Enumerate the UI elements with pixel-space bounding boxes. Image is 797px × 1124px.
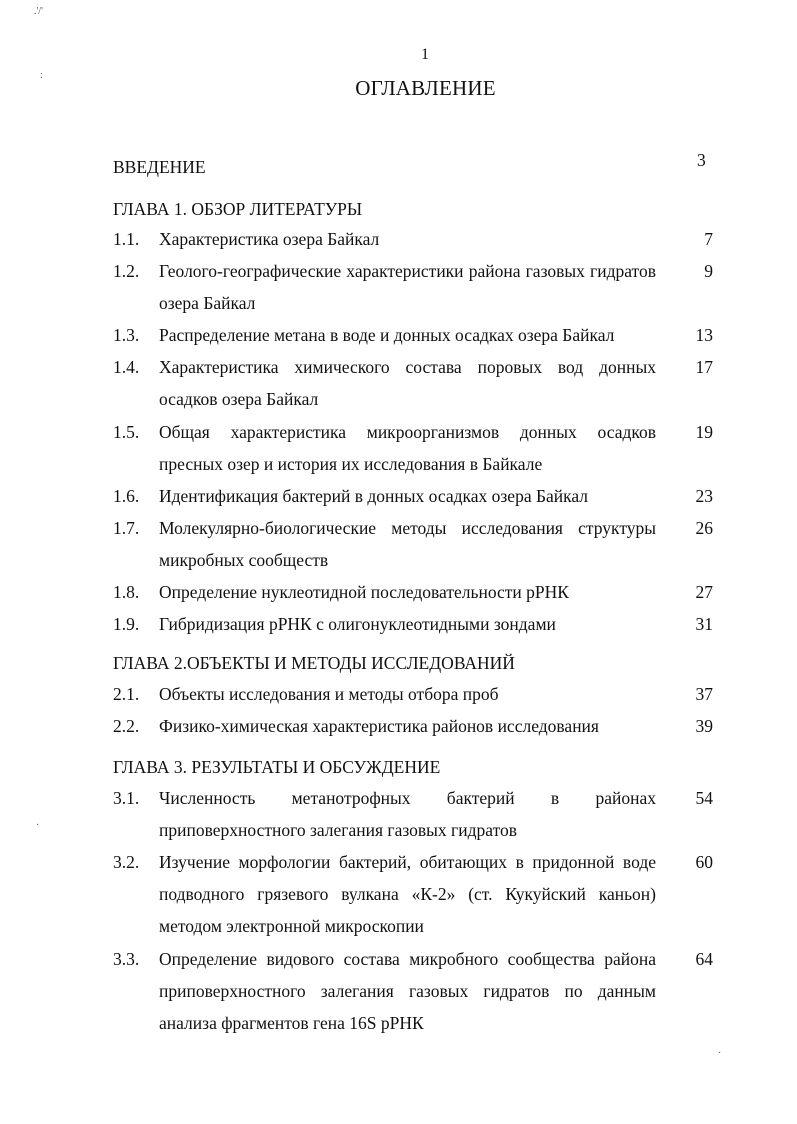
toc-entry-number: 1.2. (113, 261, 140, 281)
toc-entry-page: 31 (695, 614, 713, 634)
toc-entry-text: Определение видового состава микробного сообщества района приповерхностного залегания газовых гидратов по данным анализа фрагментов гена 16S рРНК (159, 949, 656, 1033)
toc-entry-page: 64 (695, 949, 713, 969)
toc-entry-number: 1.3. (113, 325, 140, 345)
toc-entry-number: 1.6. (113, 486, 140, 506)
toc-entry-number: 1.4. (113, 357, 140, 377)
toc-entry-page: 27 (695, 582, 713, 602)
scan-mark: : (40, 70, 43, 81)
toc-entry-number: 1.8. (113, 582, 140, 602)
toc-entry-number: 1.7. (113, 518, 140, 538)
toc-entry-text: Гибридизация рРНК с олигонуклеотидными зондами (159, 614, 556, 634)
toc-entry-page: 9 (704, 261, 713, 281)
toc-intro-page: 3 (697, 150, 706, 170)
toc-entry-page: 17 (695, 357, 713, 377)
scan-mark: .'/' (34, 6, 43, 17)
scan-mark: · (36, 820, 40, 831)
toc-entry-number: 3.3. (113, 949, 140, 969)
toc-entry-page: 23 (695, 486, 713, 506)
chapter-heading: ГЛАВА 1. ОБЗОР ЛИТЕРАТУРЫ (113, 199, 363, 219)
toc-entry-text: Определение нуклеотидной последовательности рРНК (159, 582, 569, 602)
toc-entry-number: 1.9. (113, 614, 140, 634)
toc-entry-page: 54 (695, 788, 713, 808)
toc-entry-text: Распределение метана в воде и донных осадках озера Байкал (159, 325, 615, 345)
toc-entry-number: 1.5. (113, 422, 140, 442)
page-number: 1 (421, 46, 429, 63)
toc-entry-page: 60 (695, 852, 713, 872)
toc-entry-number: 2.2. (113, 716, 140, 736)
toc-entry-text: Объекты исследования и методы отбора проб (159, 684, 499, 704)
toc-entry-number: 3.2. (113, 852, 140, 872)
toc-entry-page: 13 (695, 325, 713, 345)
toc-entry-page: 19 (695, 422, 713, 442)
scan-mark: · (718, 1048, 722, 1059)
chapter-heading: ГЛАВА 3. РЕЗУЛЬТАТЫ И ОБСУЖДЕНИЕ (113, 757, 441, 777)
toc-entry-page: 7 (704, 229, 713, 249)
toc-entry-text: Идентификация бактерий в донных осадках озера Байкал (159, 486, 589, 506)
toc-entry-text: Общая характеристика микроорганизмов донных осадков пресных озер и история их исследования в Байкале (159, 422, 656, 474)
chapter-heading: ГЛАВА 2.ОБЪЕКТЫ И МЕТОДЫ ИССЛЕДОВАНИЙ (113, 653, 515, 673)
toc-intro-label: ВВЕДЕНИЕ (113, 157, 206, 177)
toc-entry-number: 3.1. (113, 788, 140, 808)
toc-entry-text: Физико-химическая характеристика районов исследования (159, 716, 599, 736)
toc-entry-text: Молекулярно-биологические методы исследования структуры микробных сообществ (159, 518, 656, 570)
toc-entry-text: Геолого-географические характеристики района газовых гидратов озера Байкал (159, 261, 656, 313)
page-title: ОГЛАВЛЕНИЕ (355, 76, 496, 100)
toc-entry-page: 39 (695, 716, 713, 736)
toc-entry-text: Характеристика химического состава поровых вод донных осадков озера Байкал (159, 357, 656, 409)
toc-entry-text: Изучение морфологии бактерий, обитающих в придонной воде подводного грязевого вулкана «К-2» (ст. Кукуйский каньон) методом электронной микроскопии (159, 852, 656, 936)
toc-entry-text: Характеристика озера Байкал (159, 229, 380, 249)
toc-entry-number: 1.1. (113, 229, 140, 249)
toc-entry-text: Численность метанотрофных бактерий в районах приповерхностного залегания газовых гидратов (159, 788, 656, 840)
toc-entry-number: 2.1. (113, 684, 140, 704)
toc-entry-page: 37 (695, 684, 713, 704)
toc-entry-page: 26 (695, 518, 713, 538)
